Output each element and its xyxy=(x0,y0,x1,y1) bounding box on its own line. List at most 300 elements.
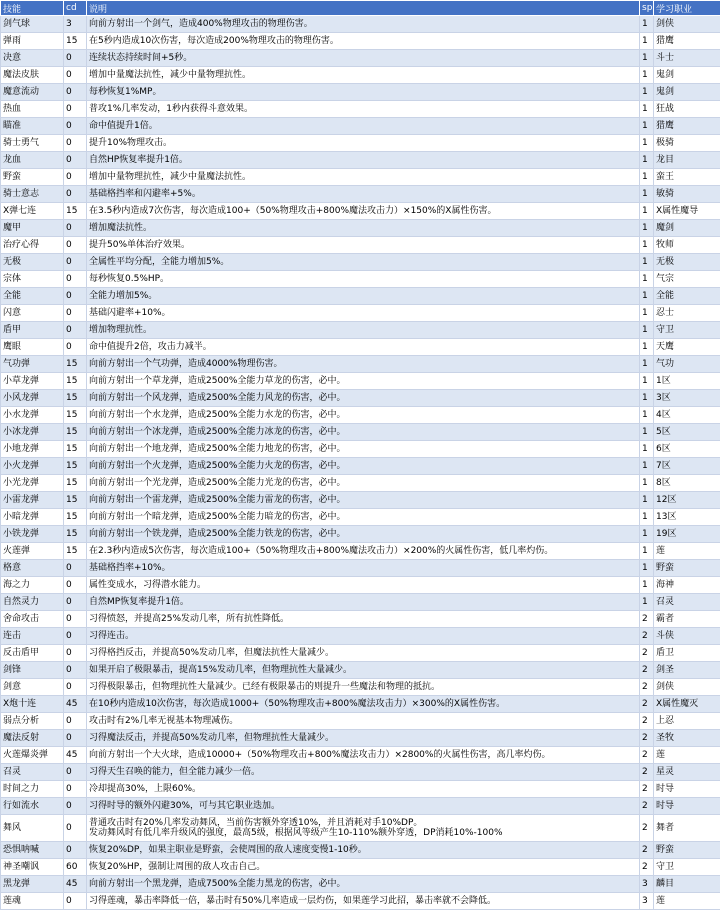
cell-sp: 1 xyxy=(640,16,654,33)
cell-cd: 15 xyxy=(64,390,87,407)
cell-skill: 格意 xyxy=(1,560,64,577)
cell-job: 海神 xyxy=(654,577,720,594)
cell-job: 守卫 xyxy=(654,322,720,339)
table-row xyxy=(1,356,720,373)
cell-cd: 0 xyxy=(64,186,87,203)
cell-skill: 舍命攻击 xyxy=(1,611,64,628)
cell-sp: 1 xyxy=(640,441,654,458)
cell-job: 圣牧 xyxy=(654,730,720,747)
cell-cd: 0 xyxy=(64,645,87,662)
cell-desc: 每秒恢复0.5%HP。 xyxy=(87,271,640,288)
cell-sp: 1 xyxy=(640,203,654,220)
cell-skill: 气功弹 xyxy=(1,356,64,373)
cell-cd: 0 xyxy=(64,842,87,859)
table-row xyxy=(1,662,720,679)
cell-skill: 剑气球 xyxy=(1,16,64,33)
cell-desc: 习得愤怒，并提高25%发动几率，所有抗性降低。 xyxy=(87,611,640,628)
cell-job: 守卫 xyxy=(654,859,720,876)
cell-desc: 全属性平均分配，全能力增加5%。 xyxy=(87,254,640,271)
cell-job: 上忍 xyxy=(654,713,720,730)
cell-job: 天鹰 xyxy=(654,339,720,356)
cell-skill: 治疗心得 xyxy=(1,237,64,254)
cell-desc: 命中值提升2倍，攻击力减半。 xyxy=(87,339,640,356)
cell-job: 5区 xyxy=(654,424,720,441)
cell-cd: 0 xyxy=(64,594,87,611)
cell-cd: 45 xyxy=(64,747,87,764)
cell-skill: 海之力 xyxy=(1,577,64,594)
cell-sp: 1 xyxy=(640,543,654,560)
cell-sp: 1 xyxy=(640,458,654,475)
cell-skill: X炮十连 xyxy=(1,696,64,713)
table-row xyxy=(1,118,720,135)
cell-sp: 2 xyxy=(640,611,654,628)
cell-desc: 习得时导的额外闪避30%，可与其它职业迭加。 xyxy=(87,798,640,815)
table-row xyxy=(1,526,720,543)
cell-skill: 恐惧呐喊 xyxy=(1,842,64,859)
cell-job: 莲 xyxy=(654,543,720,560)
cell-cd: 0 xyxy=(64,730,87,747)
cell-sp: 1 xyxy=(640,356,654,373)
table-row xyxy=(1,893,720,910)
header-skill: 技能 xyxy=(1,1,64,16)
cell-desc: 向前方射出一个地龙弹，造成2500%全能力地龙的伤害，必中。 xyxy=(87,441,640,458)
cell-job: 剑侠 xyxy=(654,16,720,33)
table-row xyxy=(1,305,720,322)
cell-job: 蛮王 xyxy=(654,169,720,186)
cell-skill: 魔法反射 xyxy=(1,730,64,747)
cell-desc: 习得连击。 xyxy=(87,628,640,645)
cell-desc: 在2.3秒内造成5次伤害，每次造成100+（50%物理攻击+800%魔法攻击力）×200%的火属性伤害，低几率灼伤。 xyxy=(87,543,640,560)
cell-sp: 2 xyxy=(640,662,654,679)
cell-cd: 0 xyxy=(64,764,87,781)
cell-cd: 15 xyxy=(64,509,87,526)
cell-job: 斗士 xyxy=(654,50,720,67)
cell-desc: 向前方射出一个火龙弹，造成2500%全能力火龙的伤害，必中。 xyxy=(87,458,640,475)
cell-sp: 1 xyxy=(640,560,654,577)
table-row xyxy=(1,730,720,747)
cell-sp: 1 xyxy=(640,220,654,237)
cell-job: 霸者 xyxy=(654,611,720,628)
cell-cd: 0 xyxy=(64,893,87,910)
table-row xyxy=(1,203,720,220)
cell-sp: 1 xyxy=(640,577,654,594)
cell-skill: 龙血 xyxy=(1,152,64,169)
cell-job: 麟目 xyxy=(654,876,720,893)
cell-desc: 恢复20%HP，强制让周围的敌人攻击自己。 xyxy=(87,859,640,876)
cell-desc: 攻击时有2%几率无视基本物理减伤。 xyxy=(87,713,640,730)
cell-skill: 热血 xyxy=(1,101,64,118)
cell-cd: 0 xyxy=(64,50,87,67)
cell-job: 鬼剑 xyxy=(654,84,720,101)
table-row xyxy=(1,288,720,305)
cell-cd: 15 xyxy=(64,526,87,543)
cell-skill: 盾甲 xyxy=(1,322,64,339)
cell-sp: 2 xyxy=(640,645,654,662)
cell-job: 剑侠 xyxy=(654,679,720,696)
table-row xyxy=(1,67,720,84)
cell-skill: 小草龙弹 xyxy=(1,373,64,390)
table-row xyxy=(1,679,720,696)
cell-desc: 提升10%物理攻击。 xyxy=(87,135,640,152)
cell-job: 莲 xyxy=(654,747,720,764)
cell-skill: 骑士意志 xyxy=(1,186,64,203)
table-row xyxy=(1,842,720,859)
cell-cd: 15 xyxy=(64,373,87,390)
cell-cd: 0 xyxy=(64,577,87,594)
cell-cd: 0 xyxy=(64,288,87,305)
cell-sp: 2 xyxy=(640,798,654,815)
cell-sp: 2 xyxy=(640,781,654,798)
cell-sp: 2 xyxy=(640,679,654,696)
table-row xyxy=(1,339,720,356)
table-row xyxy=(1,696,720,713)
cell-desc: 习得莲魂，暴击率降低一倍，暴击时有50%几率造成一层灼伤，如果莲学习此招，暴击率就不会降低。 xyxy=(87,893,640,910)
cell-cd: 0 xyxy=(64,118,87,135)
cell-sp: 2 xyxy=(640,842,654,859)
cell-skill: 弹雨 xyxy=(1,33,64,50)
cell-desc: 习得天生召唤的能力，但全能力减少一倍。 xyxy=(87,764,640,781)
cell-cd: 60 xyxy=(64,859,87,876)
cell-sp: 3 xyxy=(640,893,654,910)
cell-skill: 连击 xyxy=(1,628,64,645)
cell-desc: 习得格挡反击，并提高50%发动几率，但魔法抗性大量减少。 xyxy=(87,645,640,662)
cell-sp: 1 xyxy=(640,594,654,611)
cell-sp: 1 xyxy=(640,322,654,339)
table-row xyxy=(1,543,720,560)
cell-cd: 45 xyxy=(64,696,87,713)
table-row xyxy=(1,815,720,842)
cell-cd: 0 xyxy=(64,101,87,118)
cell-cd: 0 xyxy=(64,237,87,254)
cell-desc: 自然HP恢复率提升1倍。 xyxy=(87,152,640,169)
table-row xyxy=(1,594,720,611)
table-row xyxy=(1,135,720,152)
cell-sp: 1 xyxy=(640,424,654,441)
cell-sp: 1 xyxy=(640,305,654,322)
cell-skill: 召灵 xyxy=(1,764,64,781)
table-row xyxy=(1,475,720,492)
cell-skill: 闪意 xyxy=(1,305,64,322)
cell-desc: 普攻1%几率发动，1秒内获得斗意效果。 xyxy=(87,101,640,118)
cell-sp: 1 xyxy=(640,390,654,407)
table-row xyxy=(1,254,720,271)
cell-skill: 自然灵力 xyxy=(1,594,64,611)
cell-skill: 黑龙弹 xyxy=(1,876,64,893)
cell-cd: 15 xyxy=(64,203,87,220)
cell-cd: 0 xyxy=(64,305,87,322)
cell-job: 敏骑 xyxy=(654,186,720,203)
cell-desc: 全能力增加5%。 xyxy=(87,288,640,305)
cell-desc: 向前方射出一个草龙弹，造成2500%全能力草龙的伤害，必中。 xyxy=(87,373,640,390)
cell-sp: 1 xyxy=(640,254,654,271)
cell-desc: 向前方射出一个铁龙弹，造成2500%全能力铁龙的伤害，必中。 xyxy=(87,526,640,543)
table-row xyxy=(1,16,720,33)
cell-sp: 1 xyxy=(640,84,654,101)
cell-sp: 3 xyxy=(640,876,654,893)
cell-job: 全能 xyxy=(654,288,720,305)
cell-cd: 0 xyxy=(64,220,87,237)
cell-desc: 冷却提高30%，上限60%。 xyxy=(87,781,640,798)
cell-skill: 神圣嘲讽 xyxy=(1,859,64,876)
cell-job: 猎鹰 xyxy=(654,33,720,50)
cell-job: 时导 xyxy=(654,798,720,815)
cell-cd: 45 xyxy=(64,876,87,893)
cell-desc: 向前方射出一个黑龙弹，造成7500%全能力黑龙的伤害，必中。 xyxy=(87,876,640,893)
table-row xyxy=(1,33,720,50)
cell-job: 忍士 xyxy=(654,305,720,322)
table-row xyxy=(1,628,720,645)
cell-desc: 在3.5秒内造成7次伤害，每次造成100+（50%物理攻击+800%魔法攻击力）×150%的X属性伤害。 xyxy=(87,203,640,220)
table-row xyxy=(1,560,720,577)
table-row xyxy=(1,186,720,203)
table-body xyxy=(1,16,720,910)
table-row xyxy=(1,50,720,67)
table-row xyxy=(1,781,720,798)
cell-cd: 0 xyxy=(64,628,87,645)
cell-sp: 1 xyxy=(640,33,654,50)
cell-desc: 向前方射出一个雷龙弹，造成2500%全能力雷龙的伤害，必中。 xyxy=(87,492,640,509)
cell-skill: 决意 xyxy=(1,50,64,67)
table-row xyxy=(1,577,720,594)
cell-desc: 向前方射出一个剑气，造成400%物理攻击的物理伤害。 xyxy=(87,16,640,33)
cell-job: 13区 xyxy=(654,509,720,526)
cell-desc xyxy=(87,815,640,842)
cell-skill: 全能 xyxy=(1,288,64,305)
cell-desc: 向前方射出一个冰龙弹，造成2500%全能力冰龙的伤害，必中。 xyxy=(87,424,640,441)
cell-job: 星灵 xyxy=(654,764,720,781)
cell-skill: 瞄准 xyxy=(1,118,64,135)
cell-job: 7区 xyxy=(654,458,720,475)
cell-cd: 0 xyxy=(64,169,87,186)
cell-cd: 0 xyxy=(64,84,87,101)
cell-skill: 舞风 xyxy=(1,815,64,842)
cell-job: 剑圣 xyxy=(654,662,720,679)
table-row xyxy=(1,876,720,893)
table-row xyxy=(1,798,720,815)
cell-skill: 小光龙弹 xyxy=(1,475,64,492)
cell-job: 19区 xyxy=(654,526,720,543)
cell-sp: 1 xyxy=(640,492,654,509)
header-cd: cd xyxy=(64,1,87,16)
cell-cd: 0 xyxy=(64,781,87,798)
table-row xyxy=(1,271,720,288)
cell-cd: 0 xyxy=(64,662,87,679)
cell-desc: 基础格挡率+10%。 xyxy=(87,560,640,577)
cell-job: 1区 xyxy=(654,373,720,390)
cell-skill: 小地龙弹 xyxy=(1,441,64,458)
cell-job: X属性魔导 xyxy=(654,203,720,220)
cell-skill: 小风龙弹 xyxy=(1,390,64,407)
cell-cd: 15 xyxy=(64,356,87,373)
cell-sp: 1 xyxy=(640,237,654,254)
cell-skill: 小冰龙弹 xyxy=(1,424,64,441)
cell-desc: 自然MP恢复率提升1倍。 xyxy=(87,594,640,611)
cell-sp: 1 xyxy=(640,271,654,288)
cell-cd: 3 xyxy=(64,16,87,33)
table-row xyxy=(1,152,720,169)
cell-cd: 0 xyxy=(64,339,87,356)
header-row xyxy=(1,1,720,16)
cell-cd: 0 xyxy=(64,679,87,696)
table-row xyxy=(1,237,720,254)
table-row xyxy=(1,101,720,118)
table-row xyxy=(1,859,720,876)
cell-job: X属性魔灭 xyxy=(654,696,720,713)
cell-desc: 基础格挡率和闪避率+5%。 xyxy=(87,186,640,203)
cell-sp: 1 xyxy=(640,101,654,118)
table-row xyxy=(1,390,720,407)
cell-sp: 2 xyxy=(640,764,654,781)
cell-desc: 向前方射出一个暗龙弹，造成2500%全能力暗龙的伤害，必中。 xyxy=(87,509,640,526)
cell-skill: 行如流水 xyxy=(1,798,64,815)
cell-desc: 在5秒内造成10次伤害，每次造成200%物理攻击的物理伤害。 xyxy=(87,33,640,50)
cell-cd: 0 xyxy=(64,560,87,577)
cell-job: 气功 xyxy=(654,356,720,373)
cell-sp: 1 xyxy=(640,169,654,186)
table-row xyxy=(1,492,720,509)
cell-sp: 1 xyxy=(640,526,654,543)
cell-skill: 小暗龙弹 xyxy=(1,509,64,526)
desc-line: 普通攻击时有20%几率发动舞风，当前伤害额外穿透10%，并且消耗对手10%DP。 xyxy=(89,818,637,828)
desc-line: 发动舞风时有低几率升级风的强度，最高5级，根据风等级产生10-110%额外穿透，DP消耗10%-100% xyxy=(89,828,637,838)
cell-desc: 恢复20%DP，如果主职业是野蛮，会使周围的敌人速度变慢1-10秒。 xyxy=(87,842,640,859)
cell-sp: 1 xyxy=(640,407,654,424)
cell-desc: 连续状态持续时间+5秒。 xyxy=(87,50,640,67)
cell-job: 莲 xyxy=(654,893,720,910)
cell-job: 无极 xyxy=(654,254,720,271)
table-row xyxy=(1,645,720,662)
cell-skill: 宗体 xyxy=(1,271,64,288)
cell-sp: 2 xyxy=(640,713,654,730)
cell-cd: 0 xyxy=(64,271,87,288)
cell-skill: 弱点分析 xyxy=(1,713,64,730)
cell-job: 舞者 xyxy=(654,815,720,842)
cell-job: 时导 xyxy=(654,781,720,798)
table-row xyxy=(1,373,720,390)
cell-cd: 0 xyxy=(64,713,87,730)
cell-desc: 增加物理抗性。 xyxy=(87,322,640,339)
cell-cd: 0 xyxy=(64,135,87,152)
cell-skill: X弹七连 xyxy=(1,203,64,220)
cell-sp: 1 xyxy=(640,509,654,526)
cell-skill: 小水龙弹 xyxy=(1,407,64,424)
cell-sp: 2 xyxy=(640,696,654,713)
cell-sp: 1 xyxy=(640,50,654,67)
cell-sp: 1 xyxy=(640,118,654,135)
cell-sp: 1 xyxy=(640,186,654,203)
cell-skill: 莲魂 xyxy=(1,893,64,910)
table-row xyxy=(1,747,720,764)
cell-skill: 野蛮 xyxy=(1,169,64,186)
cell-cd: 0 xyxy=(64,254,87,271)
cell-job: 盾卫 xyxy=(654,645,720,662)
cell-desc: 在10秒内造成10次伤害，每次造成1000+（50%物理攻击+800%魔法攻击力）×300%的X属性伤害。 xyxy=(87,696,640,713)
cell-cd: 0 xyxy=(64,611,87,628)
table-row xyxy=(1,407,720,424)
cell-desc: 如果开启了极限暴击，提高15%发动几率，但物理抗性大量减少。 xyxy=(87,662,640,679)
cell-sp: 2 xyxy=(640,628,654,645)
cell-job: 3区 xyxy=(654,390,720,407)
cell-job: 野蛮 xyxy=(654,842,720,859)
cell-sp: 1 xyxy=(640,373,654,390)
cell-skill: 魔甲 xyxy=(1,220,64,237)
header-job: 学习职业 xyxy=(654,1,720,16)
cell-cd: 0 xyxy=(64,815,87,842)
cell-desc: 提升50%单体治疗效果。 xyxy=(87,237,640,254)
cell-sp: 2 xyxy=(640,730,654,747)
cell-cd: 0 xyxy=(64,152,87,169)
cell-desc: 习得魔法反击，并提高50%发动几率，但物理抗性大量减少。 xyxy=(87,730,640,747)
table-row xyxy=(1,424,720,441)
cell-skill: 无极 xyxy=(1,254,64,271)
cell-skill: 剑锋 xyxy=(1,662,64,679)
cell-skill: 鹰眼 xyxy=(1,339,64,356)
cell-sp: 2 xyxy=(640,859,654,876)
table-row xyxy=(1,169,720,186)
cell-desc: 向前方射出一个气功弹，造成4000%物理伤害。 xyxy=(87,356,640,373)
cell-cd: 15 xyxy=(64,33,87,50)
cell-job: 猎鹰 xyxy=(654,118,720,135)
table-row xyxy=(1,322,720,339)
cell-job: 召灵 xyxy=(654,594,720,611)
cell-sp: 1 xyxy=(640,288,654,305)
cell-desc: 属性变成水，习得潜水能力。 xyxy=(87,577,640,594)
cell-job: 6区 xyxy=(654,441,720,458)
cell-job: 12区 xyxy=(654,492,720,509)
cell-job: 野蛮 xyxy=(654,560,720,577)
cell-cd: 15 xyxy=(64,407,87,424)
cell-sp: 2 xyxy=(640,815,654,842)
cell-skill: 时间之力 xyxy=(1,781,64,798)
table-row xyxy=(1,764,720,781)
table-row xyxy=(1,441,720,458)
cell-desc: 基础闪避率+10%。 xyxy=(87,305,640,322)
cell-sp: 1 xyxy=(640,339,654,356)
cell-job: 4区 xyxy=(654,407,720,424)
cell-desc: 向前方射出一个水龙弹，造成2500%全能力水龙的伤害，必中。 xyxy=(87,407,640,424)
cell-skill: 火莲爆炎弹 xyxy=(1,747,64,764)
cell-job: 斗侠 xyxy=(654,628,720,645)
cell-cd: 0 xyxy=(64,67,87,84)
cell-desc: 增加中量魔法抗性，减少中量物理抗性。 xyxy=(87,67,640,84)
cell-cd: 15 xyxy=(64,458,87,475)
cell-skill: 小火龙弹 xyxy=(1,458,64,475)
cell-desc: 向前方射出一个光龙弹，造成2500%全能力光龙的伤害，必中。 xyxy=(87,475,640,492)
cell-desc: 习得极限暴击，但物理抗性大量减少。已经有极限暴击的则提升一些魔法和物理的抵抗。 xyxy=(87,679,640,696)
table-row xyxy=(1,509,720,526)
cell-cd: 15 xyxy=(64,543,87,560)
cell-desc: 每秒恢复1%MP。 xyxy=(87,84,640,101)
cell-skill: 魔法皮肤 xyxy=(1,67,64,84)
cell-desc: 增加魔法抗性。 xyxy=(87,220,640,237)
cell-skill: 小雷龙弹 xyxy=(1,492,64,509)
cell-job: 8区 xyxy=(654,475,720,492)
cell-cd: 15 xyxy=(64,475,87,492)
cell-desc: 向前方射出一个大火球，造成10000+（50%物理攻击+800%魔法攻击力）×2800%的火属性伤害，高几率灼伤。 xyxy=(87,747,640,764)
cell-skill: 骑士勇气 xyxy=(1,135,64,152)
cell-cd: 15 xyxy=(64,441,87,458)
cell-job: 龙目 xyxy=(654,152,720,169)
header-desc: 说明 xyxy=(87,1,640,16)
cell-cd: 15 xyxy=(64,492,87,509)
table-row xyxy=(1,220,720,237)
cell-job: 鬼剑 xyxy=(654,67,720,84)
table-row xyxy=(1,611,720,628)
cell-skill: 反击盾甲 xyxy=(1,645,64,662)
cell-skill: 剑意 xyxy=(1,679,64,696)
cell-sp: 1 xyxy=(640,475,654,492)
cell-cd: 0 xyxy=(64,322,87,339)
